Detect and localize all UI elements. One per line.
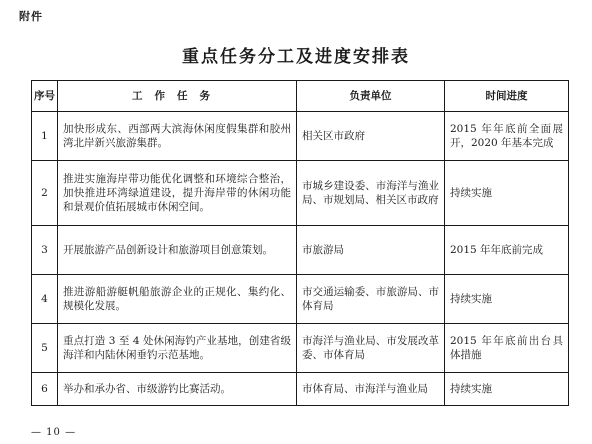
- table-row: [32, 112, 569, 161]
- row-unit: 市交通运输委、市旅游局、市体育局: [297, 275, 445, 324]
- table-row: [32, 226, 569, 275]
- row-unit: 市海洋与渔业局、市发展改革委、市体育局: [297, 324, 445, 373]
- row-unit: 市体育局、市海洋与渔业局: [297, 373, 445, 406]
- row-no: 5: [32, 324, 58, 373]
- row-task: 重点打造 3 至 4 处休闲海钓产业基地，创建省级海洋和内陆休闲垂钓示范基地。: [58, 324, 297, 373]
- row-unit: 相关区市政府: [297, 112, 445, 161]
- row-task: 举办和承办省、市级游钓比赛活动。: [58, 373, 297, 406]
- row-task: 加快形成东、西部两大滨海休闲度假集群和胶州湾北岸新兴旅游集群。: [58, 112, 297, 161]
- row-task: 推进实施海岸带功能优化调整和环境综合整治，加快推进环湾绿道建设，提升海岸带的休闲功能和景观价值拓展城市休闲空间。: [58, 161, 297, 226]
- table-row: [32, 161, 569, 226]
- row-no: 3: [32, 226, 58, 275]
- table-row: [32, 324, 569, 373]
- header-progress: 时间进度: [445, 81, 569, 112]
- page-number: — 10 —: [31, 427, 77, 438]
- row-unit: 市城乡建设委、市海洋与渔业局、市规划局、相关区市政府: [297, 161, 445, 226]
- row-progress: 持续实施: [445, 373, 569, 406]
- table-row: [32, 373, 569, 406]
- header-task: 工作任务: [58, 81, 297, 112]
- row-progress: 2015 年年底前出台具体措施: [445, 324, 569, 373]
- row-no: 4: [32, 275, 58, 324]
- header-no: 序号: [32, 81, 58, 112]
- document-title: 重点任务分工及进度安排表: [182, 47, 410, 67]
- row-progress: 持续实施: [445, 275, 569, 324]
- table-row: [32, 275, 569, 324]
- attachment-label: 附件: [19, 10, 43, 23]
- task-schedule-table: [31, 80, 569, 406]
- row-no: 2: [32, 161, 58, 226]
- row-progress: 持续实施: [445, 161, 569, 226]
- row-no: 1: [32, 112, 58, 161]
- table-header-row: [32, 81, 569, 112]
- row-progress: 2015 年年底前全面展开，2020 年基本完成: [445, 112, 569, 161]
- row-task: 开展旅游产品创新设计和旅游项目创意策划。: [58, 226, 297, 275]
- header-unit: 负责单位: [297, 81, 445, 112]
- row-task: 推进游船游艇帆船旅游企业的正规化、集约化、规模化发展。: [58, 275, 297, 324]
- row-progress: 2015 年年底前完成: [445, 226, 569, 275]
- row-no: 6: [32, 373, 58, 406]
- row-unit: 市旅游局: [297, 226, 445, 275]
